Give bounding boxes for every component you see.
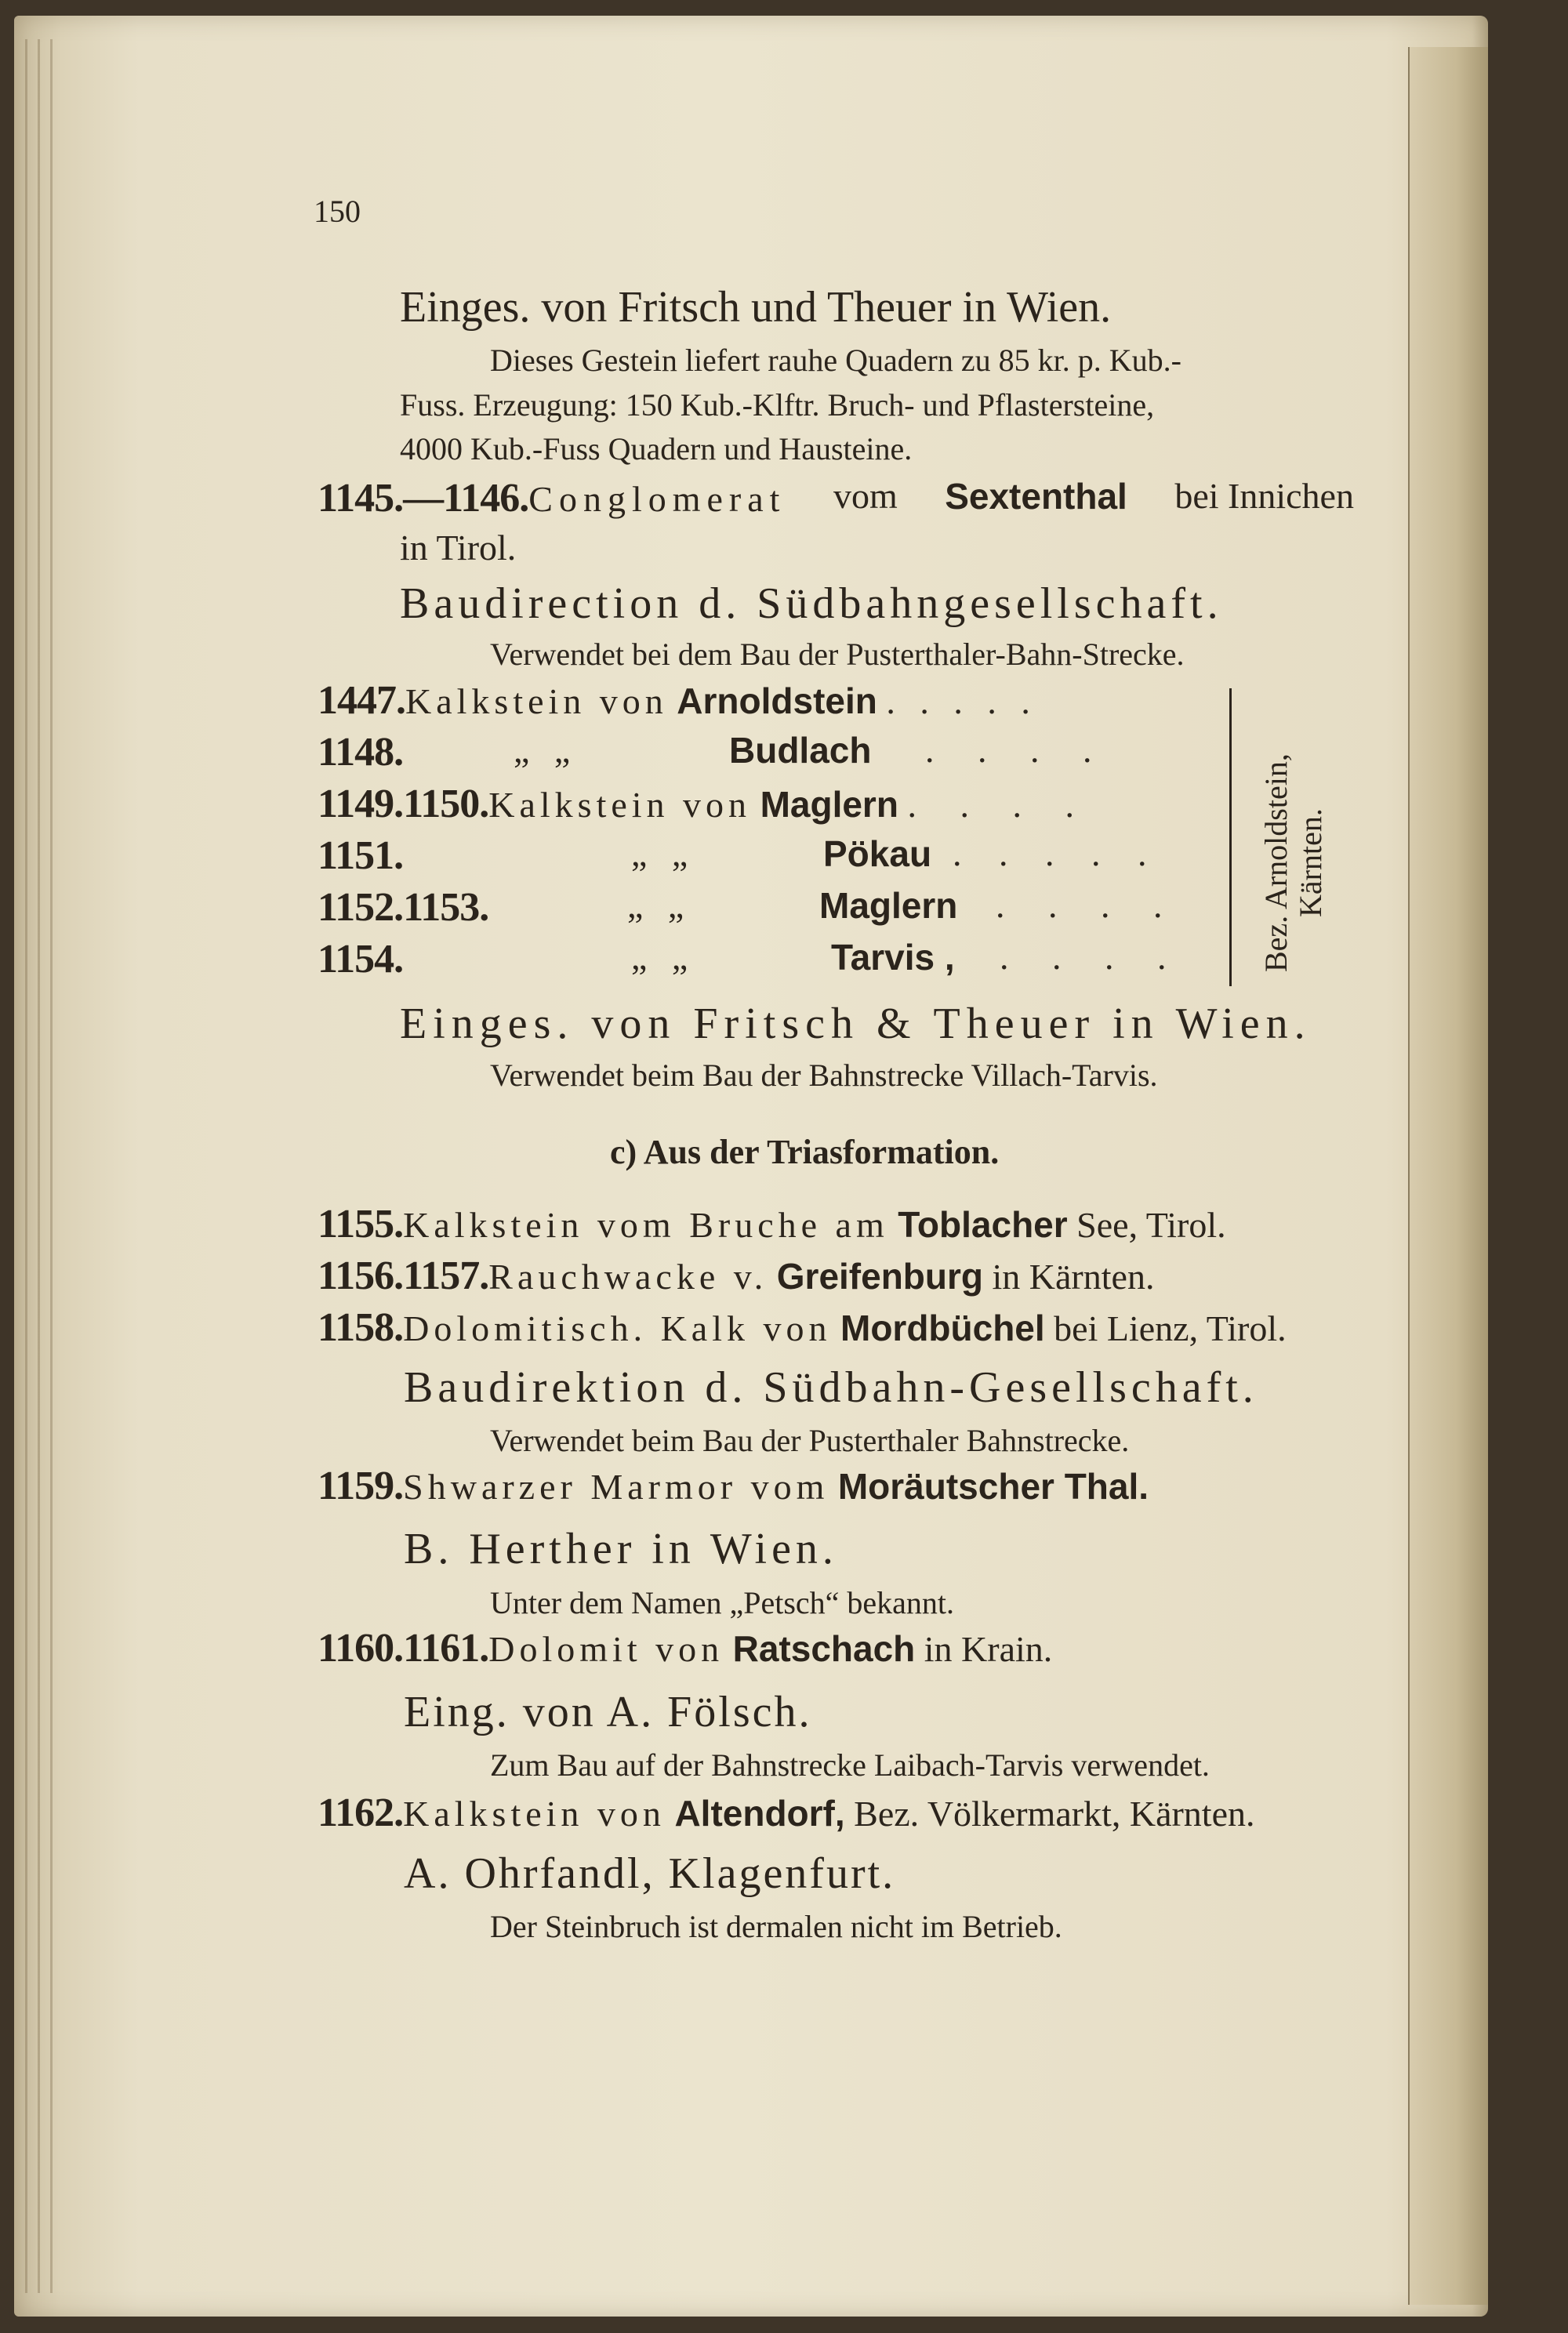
entry-number: 1149.1150.	[318, 782, 489, 826]
ditto-marks: „ „	[631, 937, 696, 977]
entry-text: Conglomerat	[528, 479, 786, 519]
heading-fritsch-theuer: Einges. von Fritsch und Theuer in Wien.	[400, 283, 1112, 332]
entry-text: Dolomitisch. Kalk von	[403, 1308, 832, 1348]
entry-1159	[318, 1466, 1149, 1507]
entry-locality: Maglern	[760, 784, 898, 825]
leader-dots: . . . .	[925, 730, 1109, 770]
heading-baudirektion: Baudirektion d. Südbahn-Gesellschaft.	[404, 1363, 1258, 1412]
leader-dots: . . . .	[1000, 937, 1184, 977]
paragraph-line: Verwendet beim Bau der Pusterthaler Bahnstrecke.	[490, 1423, 1130, 1458]
paragraph-line: 4000 Kub.-Fuss Quadern und Hausteine.	[400, 431, 913, 466]
entry-1160	[318, 1628, 1052, 1669]
entry-locality: Maglern	[819, 885, 958, 926]
entry-text: vom	[833, 476, 898, 516]
entry-text: bei Innichen	[1174, 476, 1354, 516]
entry-text: Kalkstein vom Bruche am	[403, 1205, 889, 1245]
entry-text: bei Lienz, Tirol.	[1054, 1308, 1287, 1348]
entry-text: in Kärnten.	[992, 1257, 1155, 1297]
entry-number: 1151.	[318, 833, 404, 878]
paragraph-line: Verwendet beim Bau der Bahnstrecke Villach-Tarvis.	[490, 1058, 1158, 1093]
entry-number: 1158.	[318, 1305, 404, 1350]
list-item	[318, 784, 1091, 825]
entry-locality: Altendorf,	[674, 1793, 845, 1834]
entry-text: Kalkstein von	[488, 785, 752, 825]
brace-label-line: Bez. Arnoldstein,	[1258, 753, 1294, 972]
entry-text: Rauchwacke v.	[488, 1257, 768, 1297]
entry-text: See, Tirol.	[1076, 1205, 1226, 1245]
paragraph-line: Der Steinbruch ist dermalen nicht im Betrieb.	[490, 1909, 1062, 1944]
page-edge	[38, 39, 40, 2293]
paragraph-line: Verwendet bei dem Bau der Pusterthaler-Bahn-Strecke.	[490, 637, 1185, 672]
entry-number: 1145.—1146.	[318, 476, 529, 521]
entry-locality: Budlach	[729, 730, 872, 771]
entry-text: Kalkstein von	[403, 1794, 666, 1834]
entry-1155	[318, 1204, 1226, 1245]
list-item	[318, 833, 1161, 878]
entry-number: 1162.	[318, 1791, 404, 1835]
entry-number: 1152.1153.	[318, 885, 489, 930]
entry-1162	[318, 1793, 1255, 1834]
heading-fritsch-theuer-2: Einges. von Fritsch & Theuer in Wien.	[400, 1000, 1312, 1048]
entry-1145	[318, 478, 1354, 519]
entry-1158	[318, 1305, 1287, 1350]
curly-brace	[1229, 688, 1240, 986]
entry-number: 1159.	[318, 1464, 404, 1508]
page-edge	[25, 39, 27, 2293]
entry-text: Kalkstein von	[405, 681, 668, 721]
ditto-marks: „ „	[627, 885, 692, 925]
page-edge	[50, 39, 53, 2293]
list-item	[318, 730, 1109, 775]
entry-locality: Arnoldstein	[677, 680, 877, 721]
entry-number: 1160.1161.	[318, 1626, 489, 1671]
entry-text: Dolomit von	[488, 1629, 724, 1669]
heading-ohrfandl: A. Ohrfandl, Klagenfurt.	[404, 1849, 896, 1898]
adjacent-page-edge	[1408, 47, 1488, 2305]
leader-dots: . . . . .	[886, 681, 1038, 721]
paragraph-line: Dieses Gestein liefert rauhe Quadern zu 85 kr. p. Kub.-	[490, 343, 1181, 378]
entry-locality: Sextenthal	[945, 476, 1127, 517]
section-heading: c) Aus der Triasformation.	[610, 1133, 1000, 1171]
entry-locality: Mordbüchel	[840, 1308, 1045, 1348]
entry-1156	[318, 1256, 1154, 1297]
entry-locality: Tarvis ,	[831, 937, 955, 978]
entry-number: 1154.	[318, 937, 404, 981]
leader-dots: . . . .	[996, 885, 1180, 925]
paragraph-line: Unter dem Namen „Petsch“ bekannt.	[490, 1585, 955, 1620]
leader-dots: . . . .	[907, 785, 1091, 825]
entry-continuation: in Tirol.	[400, 528, 517, 568]
entry-number: 1155.	[318, 1202, 404, 1246]
list-item	[318, 680, 1038, 721]
entry-locality: Ratschach	[732, 1628, 916, 1669]
paragraph-line: Fuss. Erzeugung: 150 Kub.-Klftr. Bruch- und Pflastersteine,	[400, 387, 1155, 423]
entry-locality: Greifenburg	[776, 1256, 984, 1297]
page-number: 150	[314, 194, 361, 229]
ditto-marks: „ „	[514, 730, 579, 770]
ditto-marks: „ „	[631, 833, 696, 873]
entry-number: 1148.	[318, 730, 404, 775]
heading-foelsch: Eing. von A. Fölsch.	[404, 1688, 812, 1736]
list-item	[318, 937, 1184, 981]
brace-label-line: Kärnten.	[1293, 808, 1328, 917]
heading-baudirection: Baudirection d. Südbahngesellschaft.	[400, 579, 1223, 628]
entry-number: 1447.	[318, 678, 405, 723]
entry-locality: Moräutscher Thal.	[837, 1466, 1149, 1507]
leader-dots: . . . . .	[953, 833, 1161, 873]
heading-herther: B. Herther in Wien.	[404, 1525, 838, 1573]
brace-label	[1259, 753, 1328, 972]
entry-text: in Krain.	[924, 1629, 1053, 1669]
entry-text: Bez. Völkermarkt, Kärnten.	[854, 1794, 1255, 1834]
entry-number: 1156.1157.	[318, 1254, 489, 1298]
entry-text: Shwarzer Marmor vom	[403, 1467, 829, 1507]
entry-locality: Toblacher	[898, 1204, 1068, 1245]
entry-locality: Pökau	[823, 833, 932, 874]
list-item	[318, 885, 1180, 930]
paragraph-line: Zum Bau auf der Bahnstrecke Laibach-Tarvis verwendet.	[490, 1747, 1210, 1783]
